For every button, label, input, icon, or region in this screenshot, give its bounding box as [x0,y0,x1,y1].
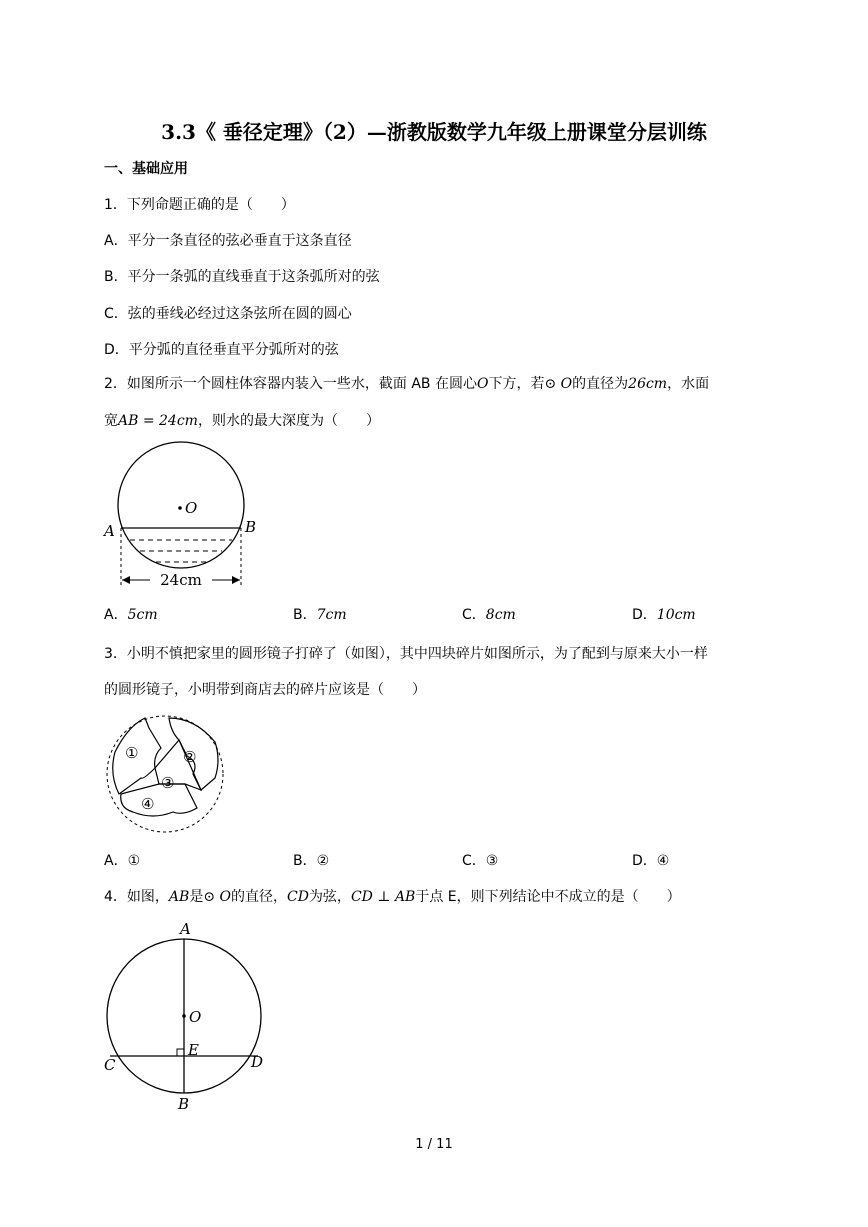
q1-option-c: C．弦的垂线必经过这条弦所在圆的圆心 [104,306,352,322]
q2-stem-diameter: 26cm [628,376,668,392]
q1-option-b: B．平分一条弧的直线垂直于这条弧所对的弦 [104,269,380,285]
q2-arrow-left-icon [122,576,130,584]
q3-option-d: D．④ [632,853,670,869]
q2-stem-line1 [104,373,709,393]
q3-figure [103,712,228,837]
q2-label-b: B [245,518,257,536]
q4-stem-text: 的直径， [231,889,287,905]
q2-option-letter: B． [293,607,317,623]
q4-stem-chord: CD [287,889,309,905]
q2-stem-text: 2．如图所示一个圆柱体容器内装入一些水，截面 AB 在圆心 [104,376,477,392]
q2-center-dot [178,506,182,510]
q2-stem-center: O [477,376,489,392]
page-number: 1 / 11 [415,1137,453,1152]
q3-option-a: A．① [104,853,141,869]
q4-label-b: B [178,1095,190,1113]
q2-option-value: 8cm [485,607,516,623]
q4-figure [100,918,270,1118]
q4-label-d: D [251,1053,264,1071]
q2-stem-text: ，则水的最大深度为（ ） [197,413,380,429]
q4-stem-text: 4．如图， [104,889,169,905]
q2-option-a [104,604,158,624]
q2-option-b [293,604,347,624]
q2-option-c [462,604,516,624]
q2-stem-text: ，水面 [667,376,710,392]
q3-label-3: ③ [161,774,175,792]
q2-option-d [632,604,696,624]
q2-stem-text: 下方，若 [488,376,545,392]
q2-option-letter: C． [462,607,486,623]
q2-stem-circle: ⊙ O [544,376,573,392]
q4-label-c: C [104,1056,116,1074]
q4-stem-text: 为弦， [308,889,351,905]
q2-option-letter: D． [632,607,657,623]
q4-stem-diameter: AB [168,889,190,905]
q1-stem: 1．下列命题正确的是（ ） [104,197,295,213]
q3-option-b: B．② [293,853,330,869]
q2-stem-text: 的直径为 [572,376,629,392]
page-title: 3.3《 垂径定理》（2）—浙教版数学九年级上册课堂分层训练 [161,120,707,144]
q3-piece-4 [121,784,197,816]
q3-stem-line1: 3．小明不慎把家里的圆形镜子打碎了（如图），其中四块碎片如图所示，为了配到与原来大小一样 [104,646,708,662]
q2-arrow-right-icon [232,576,240,584]
q2-option-letter: A． [104,607,128,623]
q2-circle [118,442,244,568]
q4-center-dot [182,1014,186,1018]
q2-option-value: 5cm [127,607,158,623]
section-heading: 一、基础应用 [104,161,188,177]
q4-label-o: O [189,1008,202,1026]
q4-right-angle-mark [177,1049,184,1056]
q4-stem-text: 于点 E，则下列结论中不成立的是（ ） [415,889,681,905]
q2-stem-line2 [104,410,380,430]
q4-stem-circle: ⊙ O [203,889,231,905]
q4-stem [104,886,681,906]
q2-figure [100,440,270,600]
q3-label-2: ② [183,748,197,766]
q3-stem-line2: 的圆形镜子，小明带到商店去的碎片应该是（ ） [104,682,426,698]
q4-label-e: E [188,1041,199,1059]
q2-label-o: O [185,499,198,517]
q2-stem-chord: AB = 24cm [118,413,198,429]
q3-label-4: ④ [141,795,155,813]
q1-option-a: A．平分一条直径的弦必垂直于这条直径 [104,233,352,249]
q4-stem-text: 是 [189,889,204,905]
q2-stem-text: 宽 [104,413,118,429]
q2-label-a: A [104,522,115,540]
q2-option-value: 7cm [316,607,347,623]
q2-width-label: 24cm [160,571,202,589]
q4-label-a: A [180,920,191,938]
q2-option-value: 10cm [656,607,696,623]
q1-option-d: D．平分弧的直径垂直平分弧所对的弦 [104,342,339,358]
q3-label-1: ① [125,744,139,762]
q4-stem-perpendicular: CD ⊥ AB [350,889,416,905]
q3-option-c: C．③ [462,853,499,869]
